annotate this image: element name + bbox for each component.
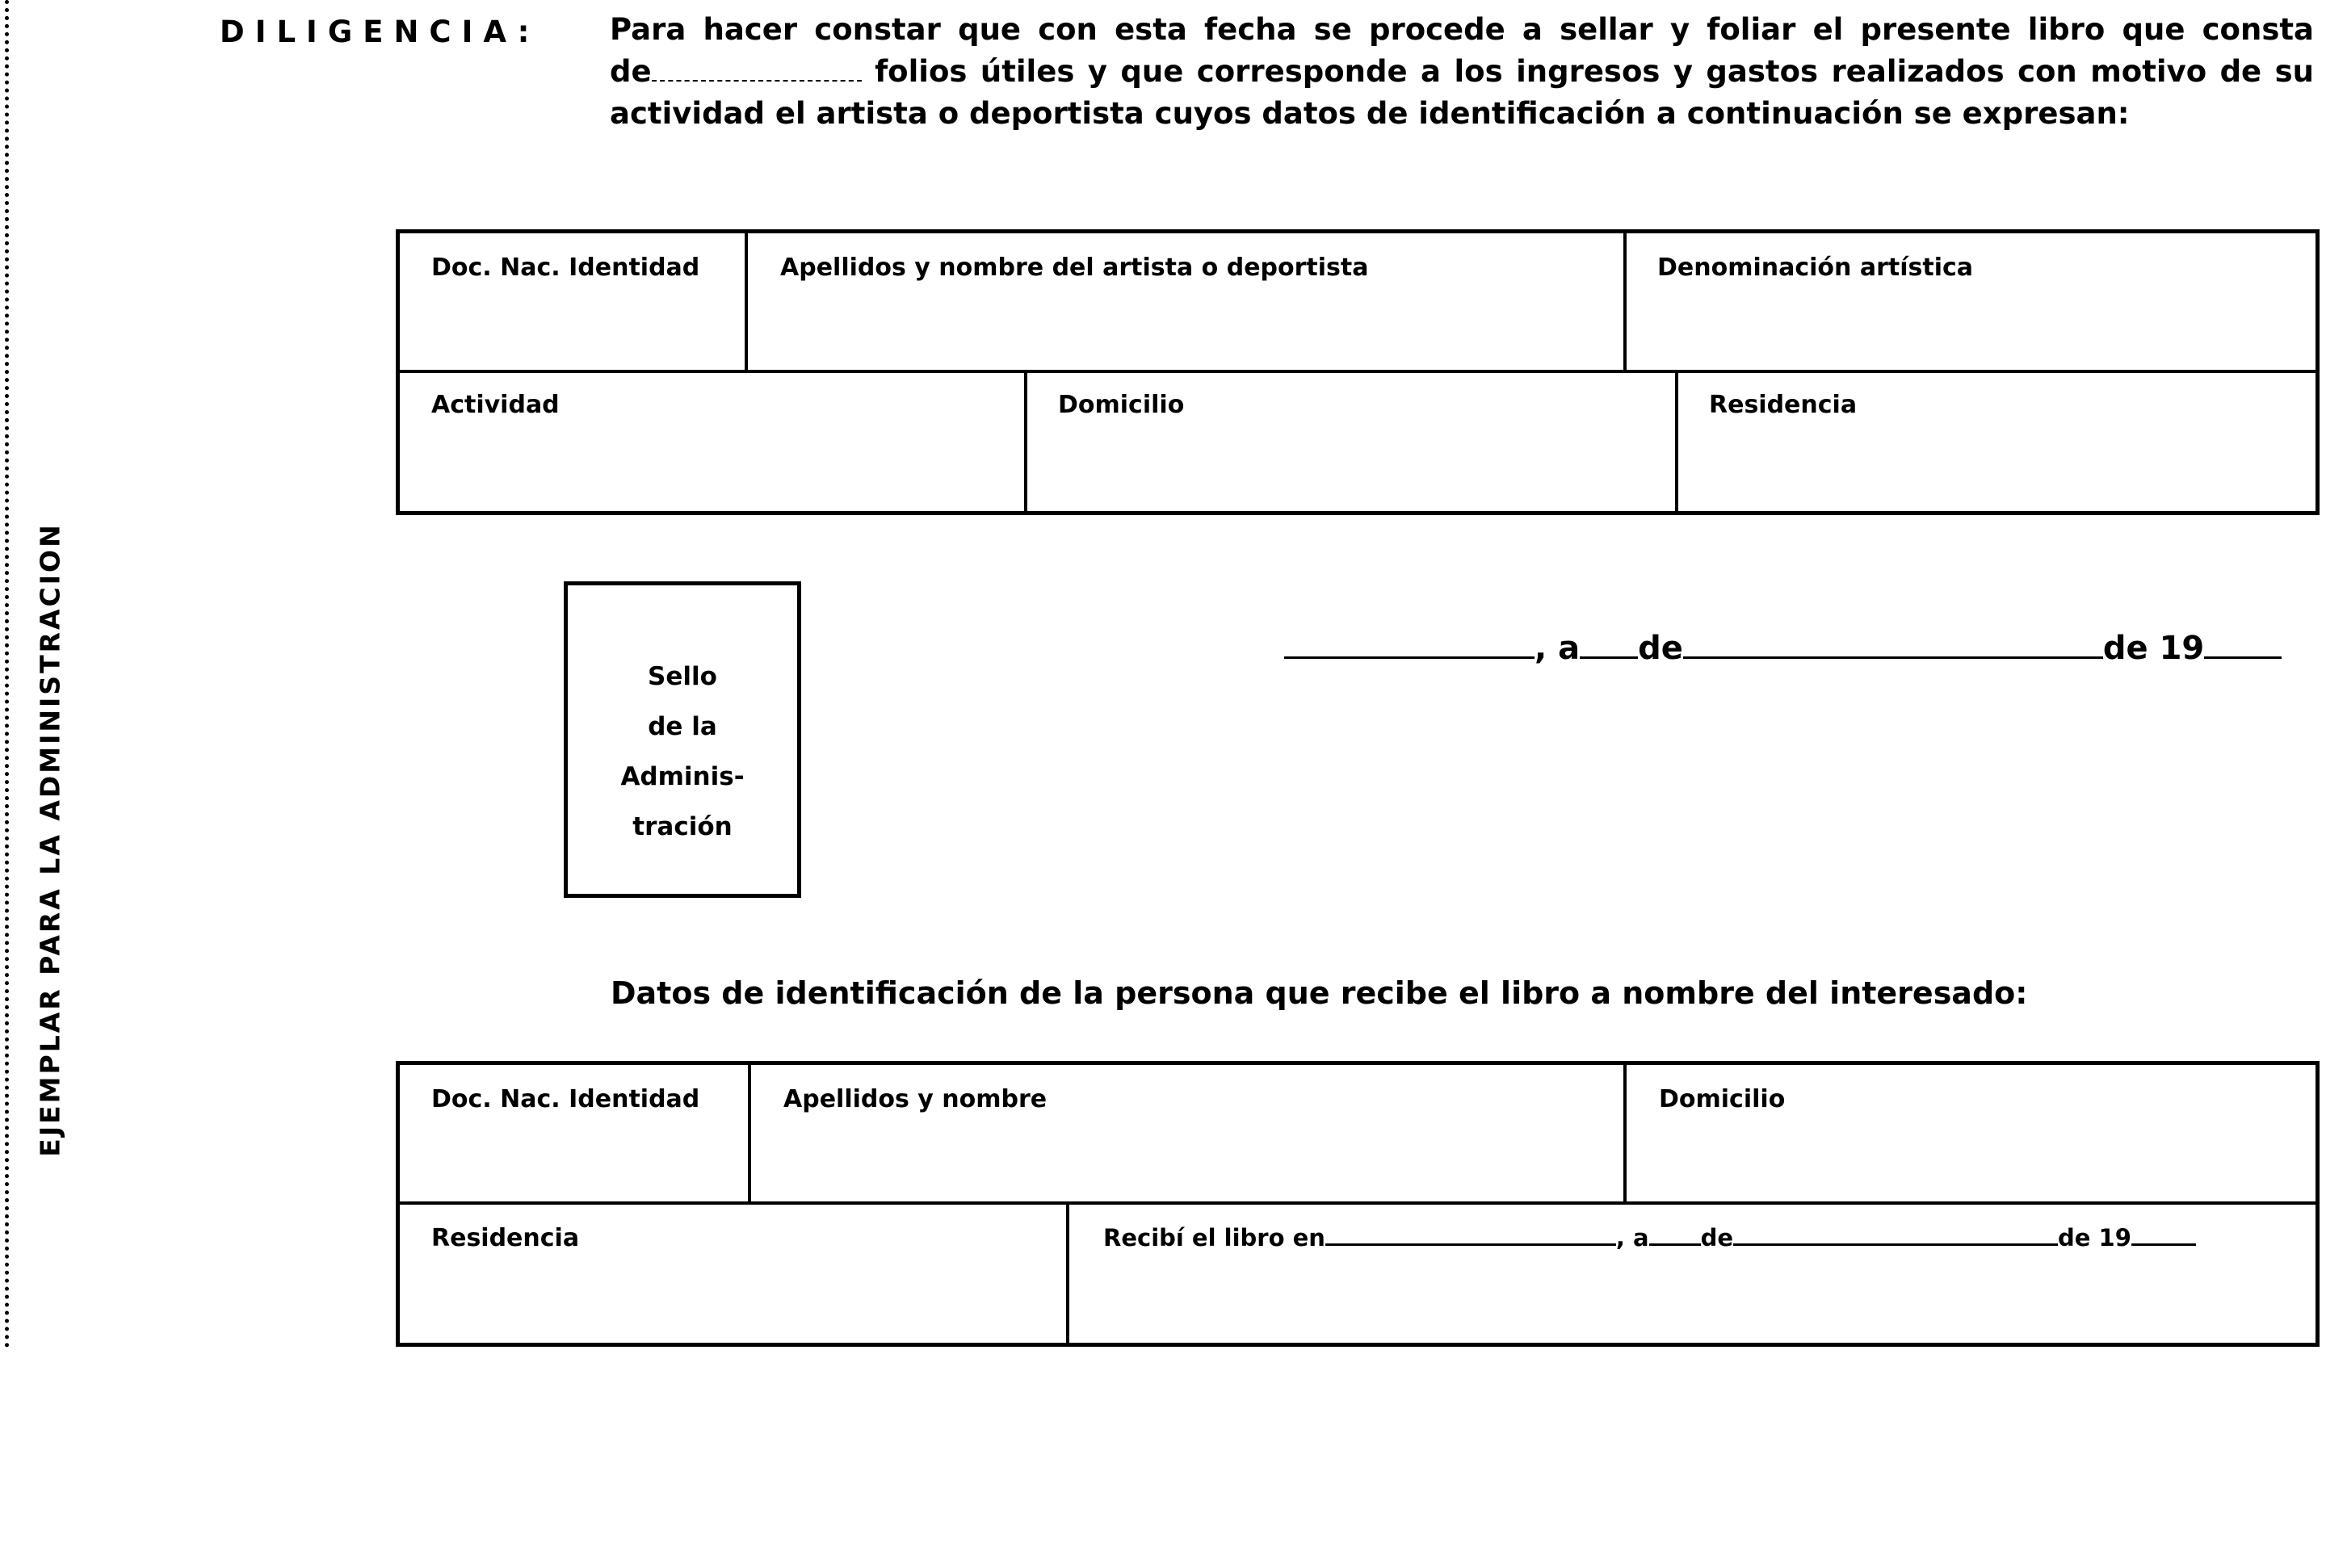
received-de-label: de — [1700, 1224, 1734, 1251]
artist-stage-name-field[interactable] — [1630, 291, 2313, 367]
day-field[interactable] — [1580, 632, 1638, 659]
artist-address-label: Domicilio — [1058, 391, 1185, 419]
received-place-field[interactable] — [1325, 1224, 1616, 1246]
recipient-doc-field[interactable] — [404, 1122, 745, 1198]
artist-name-label: Apellidos y nombre del artista o deportista — [780, 254, 1369, 282]
artist-doc-field[interactable] — [404, 291, 741, 367]
received-year-field[interactable] — [2131, 1224, 2196, 1246]
stamp-line-1: Sello — [648, 662, 717, 691]
artist-table-row-divider — [396, 370, 2320, 373]
received-year-label: de 19 — [2058, 1224, 2131, 1251]
date-de-label: de — [1638, 630, 1683, 667]
artist-activity-field[interactable] — [404, 428, 1021, 509]
recipient-doc-label: Doc. Nac. Identidad — [431, 1085, 700, 1113]
recipient-table-divider — [1623, 1061, 1627, 1203]
stamp-line-4: tración — [632, 812, 733, 841]
recipient-residence-label: Residencia — [431, 1224, 580, 1252]
recipient-name-label: Apellidos y nombre — [783, 1085, 1048, 1113]
recipient-table-divider — [748, 1061, 751, 1203]
date-a-label: , a — [1535, 630, 1581, 667]
place-date-line — [1284, 630, 2282, 667]
diligencia-line-2 — [610, 52, 2314, 92]
year-field[interactable] — [2204, 632, 2282, 659]
perforation-line — [5, 0, 9, 1348]
artist-name-field[interactable] — [751, 291, 1620, 367]
received-line — [1103, 1224, 2196, 1251]
recipient-table-divider — [1066, 1203, 1069, 1347]
diligencia-label: DILIGENCIA: — [220, 15, 540, 49]
recipient-residence-field[interactable] — [404, 1260, 1063, 1340]
date-year-label: de 19 — [2102, 630, 2205, 667]
diligencia-line-3: actividad el artista o deportista cuyos datos de identificación a continuación se expresan: — [610, 96, 2130, 131]
copy-label: EJEMPLAR PARA LA ADMINISTRACION — [34, 522, 66, 1157]
received-month-field[interactable] — [1733, 1224, 2058, 1246]
recipient-address-field[interactable] — [1630, 1122, 2313, 1198]
received-prefix: Recibí el libro en — [1103, 1224, 1325, 1251]
artist-residence-field[interactable] — [1682, 428, 2313, 509]
artist-doc-label: Doc. Nac. Identidad — [431, 254, 700, 282]
received-a-label: , a — [1615, 1224, 1649, 1251]
recipient-table-row-divider — [396, 1201, 2320, 1205]
recipient-section-title: Datos de identificación de la persona que recibe el libro a nombre del interesado: — [611, 975, 2028, 1011]
received-day-field[interactable] — [1649, 1224, 1701, 1246]
folios-count-field[interactable] — [652, 56, 862, 82]
artist-stage-name-label: Denominación artística — [1657, 254, 1974, 282]
recipient-name-field[interactable] — [754, 1122, 1620, 1198]
stamp-line-3: Adminis- — [620, 762, 745, 791]
artist-table-divider — [745, 229, 748, 371]
artist-table-divider — [1024, 371, 1027, 515]
month-field[interactable] — [1683, 632, 2103, 659]
diligencia-line-2-prefix: de — [610, 54, 652, 89]
recipient-address-label: Domicilio — [1659, 1085, 1786, 1113]
diligencia-line-2-suffix: folios útiles y que corresponde a los ingresos y gastos realizados con motivo de su — [875, 54, 2314, 89]
artist-address-field[interactable] — [1031, 428, 1672, 509]
artist-residence-label: Residencia — [1709, 391, 1858, 419]
stamp-line-2: de la — [648, 712, 717, 741]
artist-activity-label: Actividad — [431, 391, 560, 419]
administration-stamp-box — [564, 581, 801, 898]
artist-table-divider — [1623, 229, 1627, 371]
artist-table-divider — [1675, 371, 1678, 515]
diligencia-line-1: Para hacer constar que con esta fecha se procede a sellar y foliar el presente libro que consta — [610, 12, 2314, 47]
place-field[interactable] — [1284, 632, 1535, 659]
